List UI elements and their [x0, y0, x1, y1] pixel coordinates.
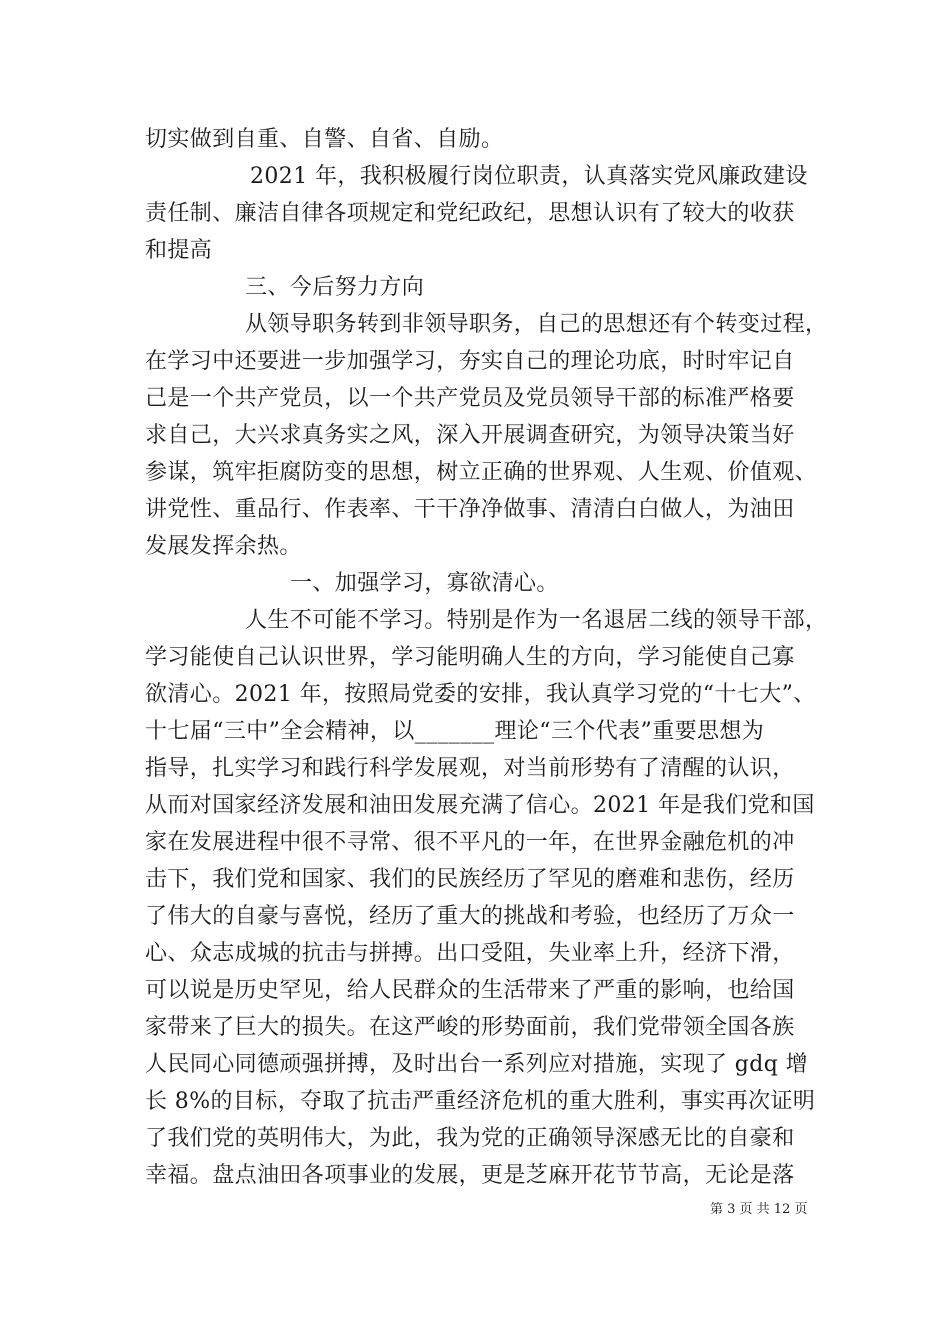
text-line: 家在发展进程中很不寻常、很不平凡的一年，在世界金融危机的冲: [145, 830, 795, 855]
text-line: 切实做到自重、自警、自省、自励。: [145, 127, 504, 152]
text-line: 讲党性、重品行、作表率、干干净净做事、清清白白做人，为油田: [145, 497, 795, 522]
text-line: 从领导职务转到非领导职务，自己的思想还有个转变过程，: [245, 312, 828, 337]
text-line: 人生不可能不学习。特别是作为一名退居二线的领导干部，: [245, 608, 828, 633]
text-line: 可以说是历史罕见，给人民群众的生活带来了严重的影响，也给国: [145, 978, 795, 1003]
text-line: 欲清心。2021 年，按照局党委的安排，我认真学习党的“十七大”、: [145, 682, 816, 707]
text-line: 参谋，筑牢拒腐防变的思想，树立正确的世界观、人生观、价值观、: [145, 460, 818, 485]
text-line: 求自己，大兴求真务实之风，深入开展调查研究，为领导决策当好: [145, 423, 795, 448]
text-line: 心、众志成城的抗击与拼搏。出口受阻，失业率上升，经济下滑，: [145, 941, 795, 966]
text-line: 了伟大的自豪与喜悦，经历了重大的挑战和考验，也经历了万众一: [145, 904, 795, 929]
text-line: 十七届“三中”全会精神，以_______理论“三个代表”重要思想为: [145, 719, 765, 744]
subsection-heading: 一、加强学习，寡欲清心。: [290, 571, 559, 596]
text-line: 责任制、廉洁自律各项规定和党纪政纪，思想认识有了较大的收获: [145, 201, 795, 226]
section-heading: 三、今后努力方向: [245, 275, 425, 300]
text-line: 长 8%的目标，夺取了抗击严重经济危机的重大胜利，事实再次证明: [145, 1089, 816, 1114]
text-line: 击下，我们党和国家、我们的民族经历了罕见的磨难和悲伤，经历: [145, 867, 795, 892]
text-line: 指导，扎实学习和践行科学发展观，对当前形势有了清醒的认识，: [145, 756, 795, 781]
text-line: 2021 年，我积极履行岗位职责，认真落实党风廉政建设: [250, 164, 808, 189]
text-line: 发展发挥余热。: [145, 534, 302, 559]
text-line: 幸福。盘点油田各项事业的发展，更是芝麻开花节节高，无论是落: [145, 1163, 795, 1188]
text-line: 人民同心同德顽强拼搏，及时出台一系列应对措施，实现了 gdq 增: [145, 1052, 809, 1077]
page-number-footer: 第 3 页 共 12 页: [710, 1202, 808, 1217]
text-line: 在学习中还要进一步加强学习，夯实自己的理论功底，时时牢记自: [145, 349, 795, 374]
text-line: 己是一个共产党员，以一个共产党员及党员领导干部的标准严格要: [145, 386, 795, 411]
text-line: 家带来了巨大的损失。在这严峻的形势面前，我们党带领全国各族: [145, 1015, 795, 1040]
text-line: 学习能使自己认识世界，学习能明确人生的方向，学习能使自己寡: [145, 645, 795, 670]
text-line: 了我们党的英明伟大，为此，我为党的正确领导深感无比的自豪和: [145, 1126, 795, 1151]
text-line: 从而对国家经济发展和油田发展充满了信心。2021 年是我们党和国: [145, 793, 815, 818]
text-line: 和提高: [145, 238, 213, 263]
